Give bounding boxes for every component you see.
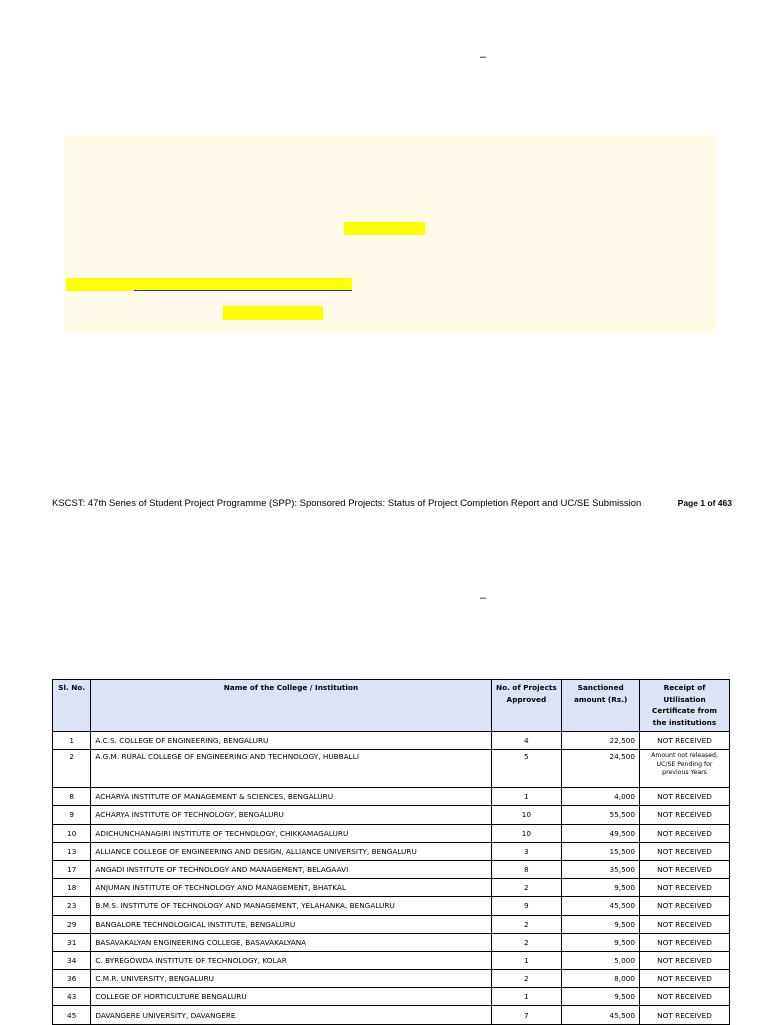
table-row [53, 988, 730, 1006]
cell-amount: 8,000 [562, 970, 640, 988]
cell-name: BANGALORE TECHNOLOGICAL INSTITUTE, BENGALURU [91, 915, 491, 933]
cell-amount: 4,000 [562, 788, 640, 806]
table-row [53, 897, 730, 915]
cell-projects: 1 [491, 788, 562, 806]
status-table [52, 679, 730, 1025]
header-sl: Sl. No. [53, 680, 91, 732]
cell-projects: 5 [491, 750, 562, 788]
cell-name: A.C.S. COLLEGE OF ENGINEERING, BENGALURU [91, 732, 491, 750]
table-row [53, 1006, 730, 1024]
cell-projects: 1 [491, 951, 562, 969]
cell-status: NOT RECEIVED [640, 897, 730, 915]
cell-amount: 45,500 [562, 1006, 640, 1024]
cell-name: ALLIANCE COLLEGE OF ENGINEERING AND DESIGN, ALLIANCE UNIVERSITY, BENGALURU [91, 842, 491, 860]
cell-name: A.G.M. RURAL COLLEGE OF ENGINEERING AND TECHNOLOGY, HUBBALLI [91, 750, 491, 788]
table-row [53, 915, 730, 933]
cell-projects: 4 [491, 732, 562, 750]
cell-status: NOT RECEIVED [640, 860, 730, 878]
cell-status: NOT RECEIVED [640, 842, 730, 860]
cell-name: DAVANGERE UNIVERSITY, DAVANGERE [91, 1006, 491, 1024]
cell-sl: 31 [53, 933, 91, 951]
cell-sl: 2 [53, 750, 91, 788]
cell-amount: 15,500 [562, 842, 640, 860]
cell-name: BASAVAKALYAN ENGINEERING COLLEGE, BASAVAKALYANA [91, 933, 491, 951]
header-amount: Sanctioned amount (Rs.) [562, 680, 640, 732]
cell-sl: 1 [53, 732, 91, 750]
cell-sl: 9 [53, 806, 91, 824]
table-row [53, 732, 730, 750]
header-receipt: Receipt of Utilisation Certificate from the institutions [640, 680, 730, 732]
cell-status: NOT RECEIVED [640, 788, 730, 806]
header-projects: No. of Projects Approved [491, 680, 562, 732]
header-name: Name of the College / Institution [91, 680, 491, 732]
cell-status: NOT RECEIVED [640, 824, 730, 842]
cell-amount: 35,500 [562, 860, 640, 878]
table-row [53, 842, 730, 860]
cell-amount: 45,500 [562, 897, 640, 915]
cell-sl: 45 [53, 1006, 91, 1024]
cell-sl: 23 [53, 897, 91, 915]
cell-status: NOT RECEIVED [640, 970, 730, 988]
table-row [53, 970, 730, 988]
cell-name: COLLEGE OF HORTICULTURE BENGALURU [91, 988, 491, 1006]
cell-projects: 3 [491, 842, 562, 860]
cell-status: NOT RECEIVED [640, 806, 730, 824]
cell-projects: 2 [491, 879, 562, 897]
page1-dash: – [480, 51, 487, 63]
cell-sl: 17 [53, 860, 91, 878]
cell-status: Amount not released, UC/SE Pending for previous Years [640, 750, 730, 788]
table-row [53, 824, 730, 842]
table-row [53, 806, 730, 824]
cell-status: NOT RECEIVED [640, 988, 730, 1006]
cell-amount: 9,500 [562, 933, 640, 951]
cell-amount: 9,500 [562, 915, 640, 933]
cell-projects: 2 [491, 933, 562, 951]
table-row [53, 879, 730, 897]
cell-sl: 8 [53, 788, 91, 806]
cell-projects: 8 [491, 860, 562, 878]
cell-name: ADICHUNCHANAGIRI INSTITUTE OF TECHNOLOGY, CHIKKAMAGALURU [91, 824, 491, 842]
link-underline[interactable] [134, 278, 352, 291]
cell-projects: 7 [491, 1006, 562, 1024]
table-row [53, 860, 730, 878]
cell-status: NOT RECEIVED [640, 1006, 730, 1024]
cell-projects: 1 [491, 988, 562, 1006]
footer-text: KSCST: 47th Series of Student Project Programme (SPP): Sponsored Projects: Status of Project Completion Report and UC/SE Submission [52, 498, 642, 509]
cell-name: B.M.S. INSTITUTE OF TECHNOLOGY AND MANAGEMENT, YELAHANKA, BENGALURU [91, 897, 491, 915]
cell-projects: 10 [491, 806, 562, 824]
highlight-3 [223, 306, 323, 320]
cell-name: ACHARYA INSTITUTE OF MANAGEMENT & SCIENCES, BENGALURU [91, 788, 491, 806]
cell-amount: 55,500 [562, 806, 640, 824]
cell-amount: 24,500 [562, 750, 640, 788]
cell-name: ANJUMAN INSTITUTE OF TECHNOLOGY AND MANAGEMENT, BHATKAL [91, 879, 491, 897]
cell-sl: 36 [53, 970, 91, 988]
cell-amount: 9,500 [562, 988, 640, 1006]
cell-projects: 2 [491, 970, 562, 988]
cell-status: NOT RECEIVED [640, 879, 730, 897]
cell-status: NOT RECEIVED [640, 933, 730, 951]
page-number: Page 1 of 463 [677, 498, 732, 508]
table-row [53, 750, 730, 788]
cell-sl: 34 [53, 951, 91, 969]
table-header-row [53, 680, 730, 732]
cell-projects: 10 [491, 824, 562, 842]
highlight-1 [344, 222, 425, 235]
cell-amount: 9,500 [562, 879, 640, 897]
cell-sl: 10 [53, 824, 91, 842]
cell-sl: 43 [53, 988, 91, 1006]
cell-name: C. BYREGOWDA INSTITUTE OF TECHNOLOGY, KOLAR [91, 951, 491, 969]
cell-name: ACHARYA INSTITUTE OF TECHNOLOGY, BENGALURU [91, 806, 491, 824]
cell-projects: 9 [491, 897, 562, 915]
cell-status: NOT RECEIVED [640, 915, 730, 933]
table-row [53, 933, 730, 951]
cell-amount: 5,000 [562, 951, 640, 969]
cell-name: C.M.R. UNIVERSITY, BENGALURU [91, 970, 491, 988]
table-row [53, 788, 730, 806]
cell-status: NOT RECEIVED [640, 951, 730, 969]
cell-sl: 18 [53, 879, 91, 897]
cell-amount: 49,500 [562, 824, 640, 842]
cell-sl: 13 [53, 842, 91, 860]
cell-status: NOT RECEIVED [640, 732, 730, 750]
cell-amount: 22,500 [562, 732, 640, 750]
page-footer [52, 498, 732, 512]
cell-name: ANGADI INSTITUTE OF TECHNOLOGY AND MANAGEMENT, BELAGAAVI [91, 860, 491, 878]
page2-dash: – [480, 592, 487, 604]
table-row [53, 951, 730, 969]
highlight-2 [66, 278, 352, 291]
cell-projects: 2 [491, 915, 562, 933]
cell-sl: 29 [53, 915, 91, 933]
